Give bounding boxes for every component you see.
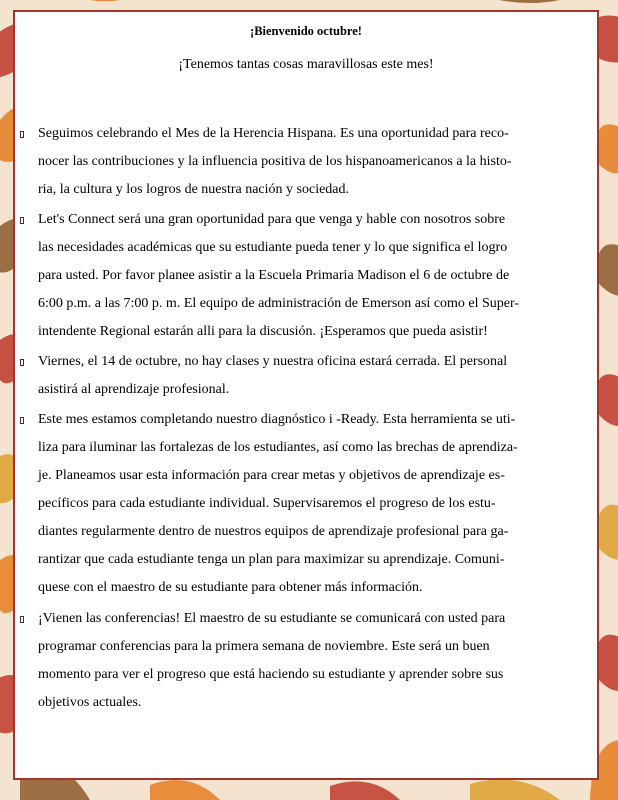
text-line: diantes regularmente dentro de nuestros equipos de aprendizaje profesional para ga-	[38, 524, 509, 539]
text-line: objetivos actuales.	[38, 695, 142, 710]
newsletter-page	[13, 10, 599, 780]
text-line: Viernes, el 14 de octubre, no hay clases y nuestra oficina estará cerrada. El personal	[38, 354, 508, 369]
text-line: 6:00 p.m. a las 7:00 p. m. El equipo de administración de Emerson así como el Super-	[38, 296, 520, 311]
bullet-icon	[20, 417, 24, 424]
bullet-icon	[20, 217, 24, 224]
bullet-icon	[20, 616, 24, 623]
text-line: programar conferencias para la primera semana de noviembre. Este será un buen	[38, 639, 490, 654]
text-line: para usted. Por favor planee asistir a la Escuela Primaria Madison el 6 de octubre de	[38, 268, 510, 283]
newsletter-title: ¡Bienvenido octubre!	[250, 24, 362, 38]
text-line: asistirá al aprendizaje profesional.	[38, 382, 230, 397]
text-line: Seguimos celebrando el Mes de la Herencia Hispana. Es una oportunidad para reco-	[38, 126, 509, 141]
text-line: liza para iluminar las fortalezas de los estudiantes, así como las brechas de aprendiza-	[38, 440, 518, 455]
text-line: las necesidades académicas que su estudiante pueda tener y lo que significa el logro	[38, 240, 508, 255]
text-line: rantizar que cada estudiante tenga un plan para maximizar su aprendizaje. Comuni-	[38, 552, 505, 567]
text-line: ria, la cultura y los logros de nuestra nación y sociedad.	[38, 182, 350, 197]
text-line: ¡Vienen las conferencias! El maestro de su estudiante se comunicará con usted para	[38, 611, 506, 626]
bullet-icon	[20, 131, 24, 138]
text-line: intendente Regional estarán alli para la discusión. ¡Esperamos que pueda asistir!	[38, 324, 488, 339]
text-line: pecíficos para cada estudiante individual. Supervisaremos el progreso de los estu-	[38, 496, 496, 511]
text-line: momento para ver el progreso que está haciendo su estudiante y aprender sobre sus	[38, 667, 504, 682]
bullet-icon	[20, 359, 24, 366]
text-line: nocer las contribuciones y la influencia positiva de los hispanoamericanos a la histo-	[38, 154, 512, 169]
text-line: Let's Connect será una gran oportunidad para que venga y hable con nosotros sobre	[38, 212, 506, 227]
text-line: Este mes estamos completando nuestro diagnóstico i -Ready. Esta herramienta se uti-	[38, 412, 516, 427]
text-line: quese con el maestro de su estudiante para obtener más información.	[38, 580, 423, 595]
newsletter-subtitle: ¡Tenemos tantas cosas maravillosas este mes!	[178, 57, 434, 72]
text-line: je. Planeamos usar esta información para crear metas y objetivos de aprendizaje es-	[38, 468, 505, 483]
